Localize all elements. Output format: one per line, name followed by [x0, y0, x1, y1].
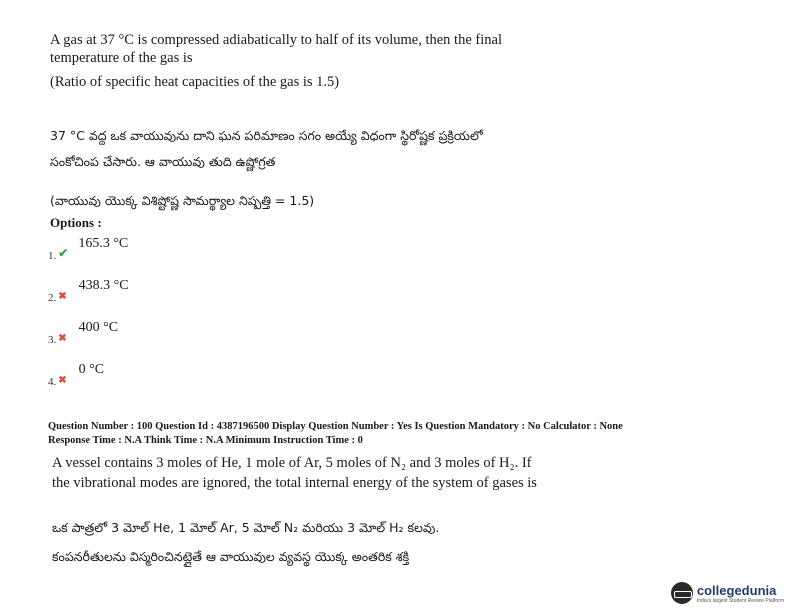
q2-te-line-2: కంపనరీతులను విస్మరించినట్లైతే ఆ వాయువుల వ్యవస్థ యొక్క అంతరిక శక్తి: [52, 549, 410, 564]
option-number: 1.: [48, 250, 57, 262]
cross-icon: ✖: [58, 375, 67, 386]
option-value: 0 °C: [78, 362, 105, 377]
q2-en-line-1: A vessel contains 3 moles of He, 1 mole of Ar, 5 moles of N₂ and 3 moles of H₂. If: [52, 455, 532, 471]
logo-name: collegedunia: [696, 582, 777, 598]
option-value: 165.3 °C: [78, 236, 129, 251]
logo-tagline: India's largest Student Review Platform: [696, 597, 784, 604]
question-meta-line-2: Response Time : N.A Think Time : N.A Minimum Instruction Time : 0: [48, 435, 363, 446]
option-value: 400 °C: [78, 320, 119, 335]
q1-en-line-1: A gas at 37 °C is compressed adiabatically to half of its volume, then the final: [50, 32, 502, 48]
option-number: 3.: [48, 334, 57, 346]
collegedunia-logo: [671, 582, 784, 604]
cross-icon: ✖: [58, 291, 67, 302]
options-label: Options :: [50, 215, 102, 230]
option-3[interactable]: [48, 318, 119, 346]
option-number: 2.: [48, 292, 57, 304]
q1-te-line-1: 37 °C వద్ద ఒక వాయువును దాని ఘన పరిమాణం సగం అయ్యే విధంగా స్థిరోష్ణక ప్రక్రియలో: [50, 128, 483, 143]
student-face-icon: [671, 582, 693, 604]
q2-te-line-1: ఒక పాత్రలో 3 మోల్ He, 1 మోల్ Ar, 5 మోల్ N₂ మరియు 3 మోల్ H₂ కలవు.: [52, 520, 440, 535]
question-meta-line-1: Question Number : 100 Question Id : 4387196500 Display Question Number : Yes Is Question Mandatory : No Calculator : None: [48, 421, 623, 432]
option-1[interactable]: [48, 234, 129, 262]
q1-en-line-2: temperature of the gas is: [50, 50, 193, 66]
q1-te-line-3: (వాయువు యొక్క విశిష్టోష్ణ సామర్థ్యాల నిష్పత్తి = 1.5): [50, 193, 315, 208]
cross-icon: ✖: [58, 333, 67, 344]
option-number: 4.: [48, 376, 57, 388]
q1-en-line-3: (Ratio of specific heat capacities of the gas is 1.5): [50, 74, 340, 90]
option-value: 438.3 °C: [78, 278, 129, 293]
check-icon: ✔: [58, 246, 69, 260]
q1-te-line-2: సంకోచింప చేసారు. ఆ వాయువు తుది ఉష్ణోగ్రత: [50, 154, 276, 169]
option-4[interactable]: [48, 360, 105, 388]
q2-en-line-2: the vibrational modes are ignored, the total internal energy of the system of gases is: [52, 475, 537, 491]
option-2[interactable]: [48, 276, 129, 304]
